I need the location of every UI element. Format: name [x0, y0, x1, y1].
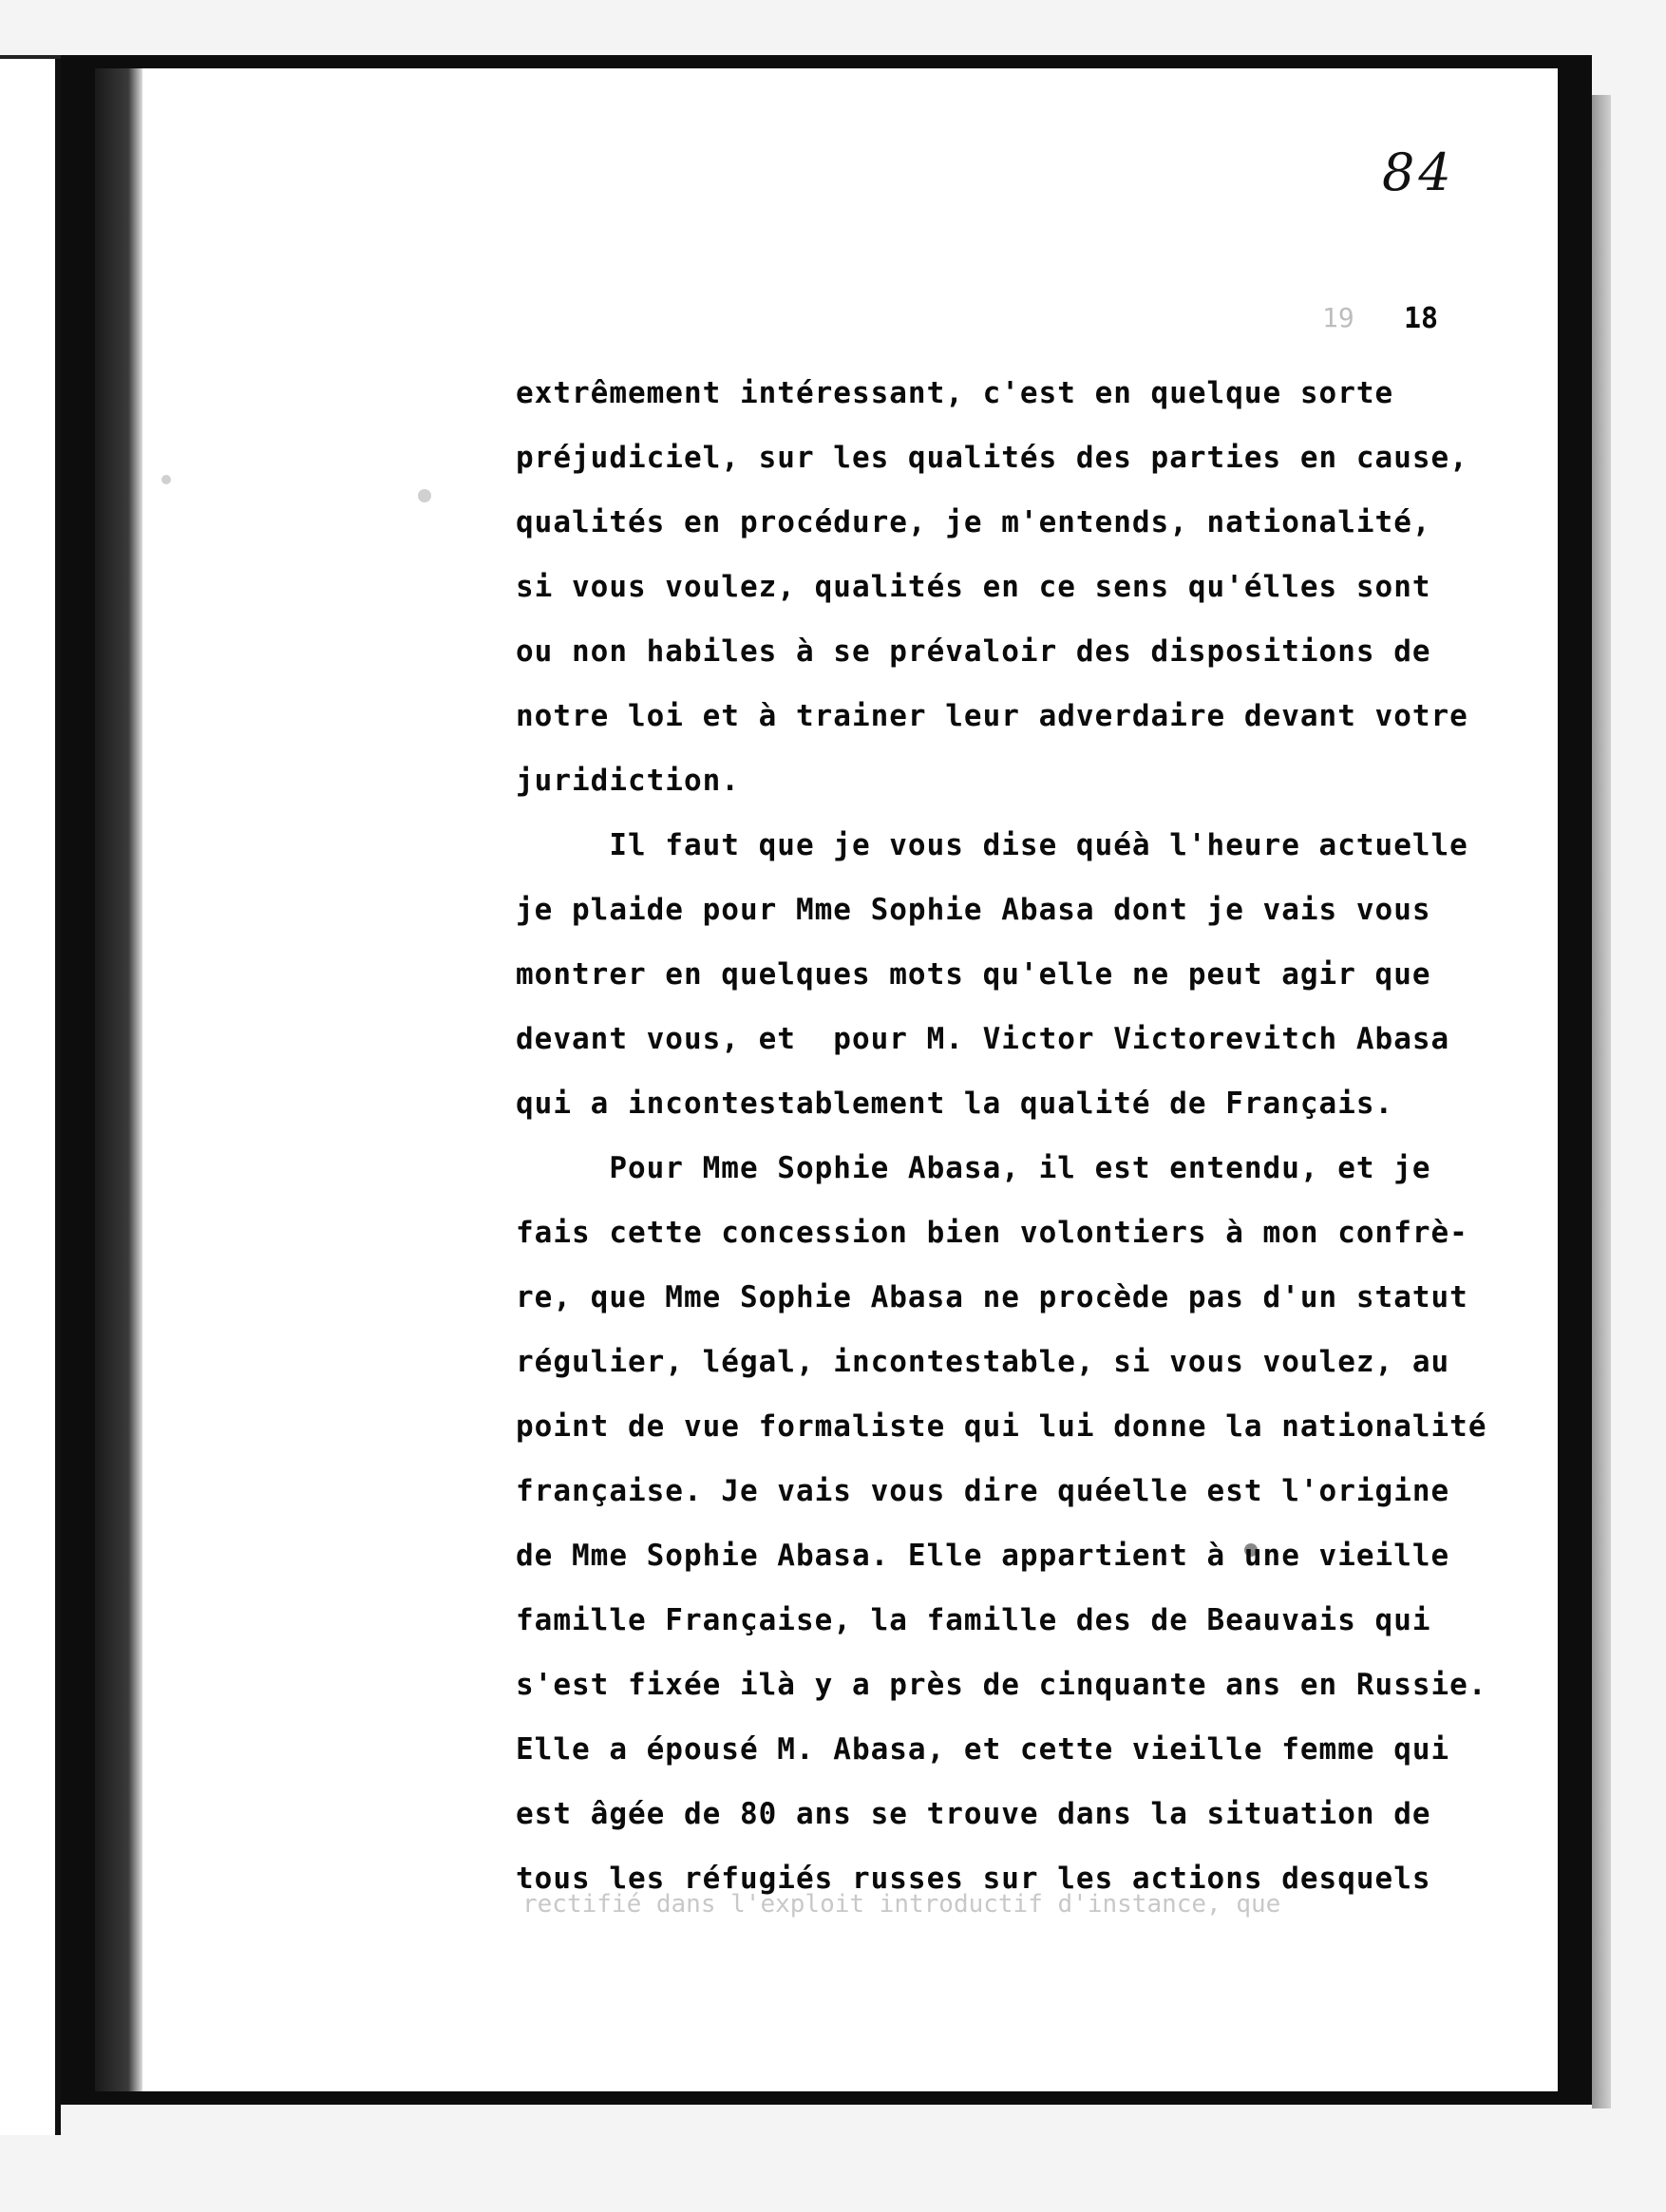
handwritten-folio-number: 84 — [1382, 142, 1455, 202]
page-number: 18 — [1404, 302, 1439, 335]
text-line: si vous voulez, qualités en ce sens qu'élles sont — [516, 570, 1431, 604]
text-line: montrer en quelques mots qu'elle ne peut agir que — [516, 957, 1431, 992]
page-frame-shadow — [1592, 95, 1611, 2108]
text-line: re, que Mme Sophie Abasa ne procède pas d'un statut — [516, 1280, 1468, 1314]
text-line: je plaide pour Mme Sophie Abasa dont je vais vous — [516, 893, 1431, 927]
text-line: devant vous, et pour M. Victor Victorevitch Abasa — [516, 1022, 1450, 1056]
adjacent-page-top-edge — [0, 55, 61, 59]
bleed-through-page-number: 19 — [1322, 302, 1354, 333]
text-line: ou non habiles à se prévaloir des dispositions de — [516, 634, 1431, 669]
typed-body-text — [516, 361, 1523, 1911]
text-line: extrêmement intéressant, c'est en quelque sorte — [516, 376, 1394, 410]
sheet-gutter — [95, 68, 142, 2091]
text-line: notre loi et à trainer leur adverdaire devant votre — [516, 699, 1468, 733]
text-line: Pour Mme Sophie Abasa, il est entendu, et je — [516, 1151, 1431, 1185]
adjacent-page-edge — [0, 55, 61, 2135]
text-line: tous les réfugiés russes sur les actions desquels — [516, 1862, 1431, 1896]
text-line: s'est fixée ilà y a près de cinquante ans en Russie. — [516, 1668, 1487, 1702]
text-line: préjudiciel, sur les qualités des parties en cause, — [516, 441, 1468, 475]
text-line: juridiction. — [516, 764, 740, 798]
text-line: qualités en procédure, je m'entends, nationalité, — [516, 505, 1431, 539]
text-line: Elle a épousé M. Abasa, et cette vieille femme qui — [516, 1732, 1450, 1767]
text-line: de Mme Sophie Abasa. Elle appartient à une vieille — [516, 1539, 1450, 1573]
text-line: fais cette concession bien volontiers à mon confrè- — [516, 1216, 1468, 1250]
bleed-through-text: rectifié dans l'exploit introductif d'instance, que — [522, 1890, 1281, 1919]
text-line: est âgée de 80 ans se trouve dans la situation de — [516, 1797, 1431, 1831]
scan-speck — [161, 475, 171, 484]
text-line: famille Française, la famille des de Beauvais qui — [516, 1603, 1431, 1637]
text-line: Il faut que je vous dise quéà l'heure actuelle — [516, 828, 1468, 862]
text-line: française. Je vais vous dire quéelle est l'origine — [516, 1474, 1450, 1508]
text-line: régulier, légal, incontestable, si vous voulez, au — [516, 1345, 1450, 1379]
text-line: point de vue formaliste qui lui donne la nationalité — [516, 1409, 1487, 1444]
text-line: qui a incontestablement la qualité de Français. — [516, 1087, 1394, 1121]
scan-speck — [418, 489, 431, 502]
